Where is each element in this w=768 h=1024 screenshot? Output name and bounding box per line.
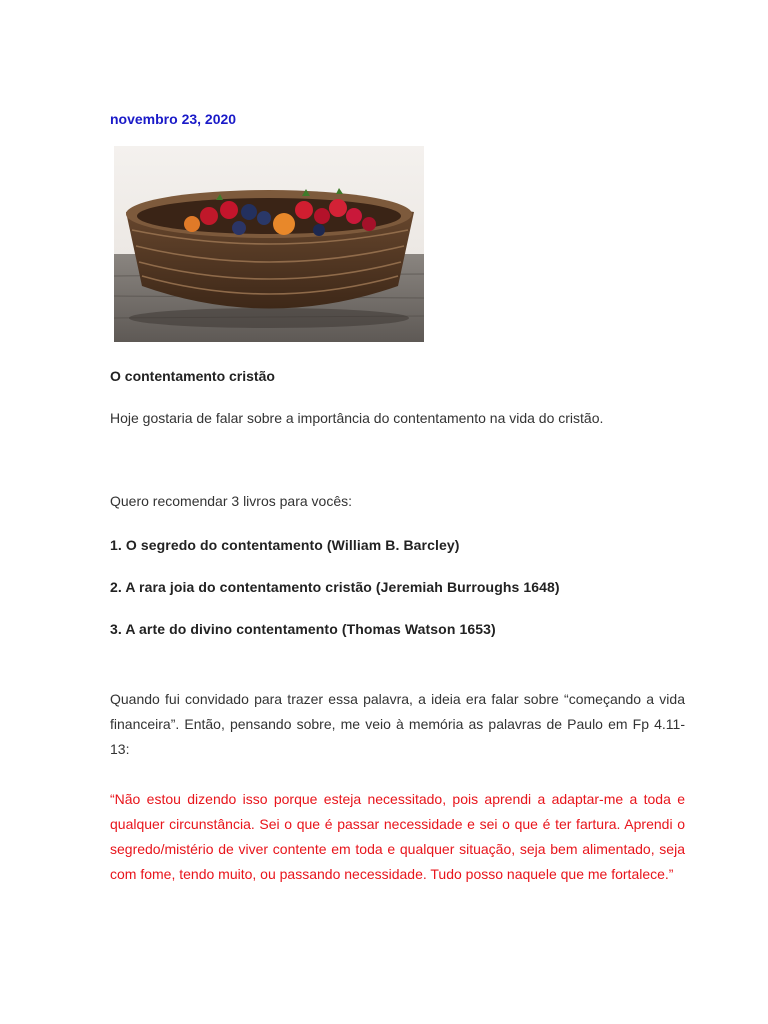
post-date[interactable]: novembro 23, 2020 [110,111,237,127]
book-item: 1. O segredo do contentamento (William B. Barcley) [110,537,460,553]
recommend-line: Quero recomendar 3 livros para vocês: [110,493,352,509]
fruit-basket-image [114,146,424,342]
book-item: 3. A arte do divino contentamento (Thomas Watson 1653) [110,621,496,637]
post-title: O contentamento cristão [110,368,275,384]
body-paragraph: Quando fui convidado para trazer essa palavra, a ideia era falar sobre “começando a vida financeira”. Então, pensando sobre, me veio à memória as palavras de Paulo em Fp 4.11-13: [110,691,685,757]
book-item: 2. A rara joia do contentamento cristão (Jeremiah Burroughs 1648) [110,579,560,595]
scripture-quote: “Não estou dizendo isso porque esteja necessitado, pois aprendi a adaptar-me a toda e qualquer circunstância. Sei o que é passar necessidade e sei o que é ter fartura. Aprendi o segredo/mistério de viver contente em toda e qualquer situação, seja bem alimentado, seja com fome, tendo muito, ou passando necessidade. Tudo posso naquele que me fortalece.” [110,791,685,882]
intro-paragraph: Hoje gostaria de falar sobre a importância do contentamento na vida do cristão. [110,410,604,426]
